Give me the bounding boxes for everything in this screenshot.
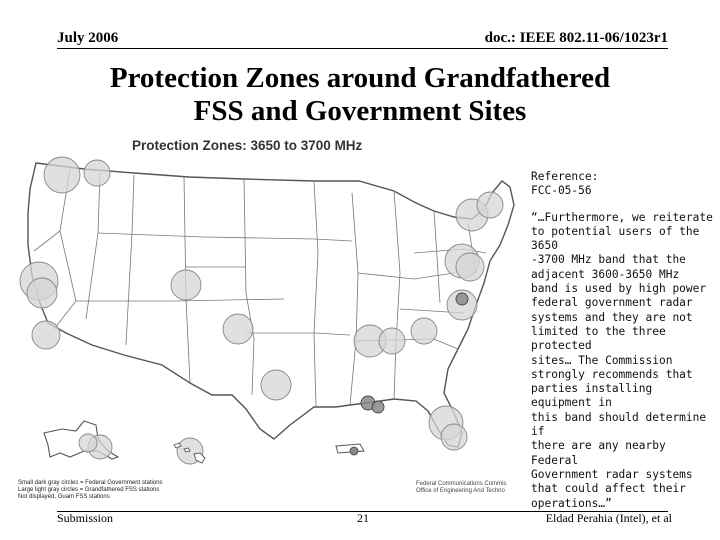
quote-line: operations…” (531, 496, 612, 510)
map-legend-guam: Not displayed, Guam FSS stations (18, 494, 110, 500)
quote-line: strongly recommends that (531, 367, 693, 381)
fss-circle (32, 321, 60, 349)
quote-line: that could affect their (531, 482, 686, 496)
map-credit-line-1: Federal Communications Commis (416, 481, 507, 487)
quote-line: there are any nearby Federal (531, 439, 666, 467)
fss-circle (27, 278, 57, 308)
fss-circle (477, 192, 503, 218)
fss-circle (379, 328, 405, 354)
map-credit-line-2: Office of Engineering And Techno (416, 488, 505, 494)
reference-label: Reference: (531, 170, 599, 183)
protection-zones-map (14, 133, 530, 501)
quote-line: Government radar systems (531, 467, 693, 481)
fss-circle (456, 253, 484, 281)
fss-circle (84, 160, 110, 186)
footer-page-number: 21 (357, 511, 369, 525)
quote-line: “…Furthermore, we reiterate (531, 210, 713, 224)
reference-doc: FCC-05-56 (531, 184, 592, 198)
quote-line: adjacent 3600-3650 MHz (531, 267, 680, 281)
header-date: July 2006 (57, 30, 119, 46)
slide-title-line-1: Protection Zones around Grandfathered (109, 62, 611, 94)
quote-line: band is used by high power (531, 282, 707, 296)
fss-circle (44, 157, 80, 193)
fss-circle (411, 318, 437, 344)
fss-circle (261, 370, 291, 400)
gov-circle (456, 293, 468, 305)
map-title: Protection Zones: 3650 to 3700 MHz (132, 138, 363, 153)
quote-line: -3700 MHz band that the (531, 253, 686, 267)
quote-line: to potential users of the 3650 (531, 224, 700, 253)
gov-circle (372, 401, 384, 413)
slide-title (20, 62, 700, 128)
header-rule (57, 48, 668, 49)
quote-line: systems and they are not (531, 310, 693, 324)
quote-line: sites… The Commission (531, 353, 673, 367)
quote-line: parties installing equipment in (531, 382, 653, 410)
slide-title-line-2: FSS and Government Sites (193, 95, 527, 127)
fss-circle (223, 314, 253, 344)
map-legend-gov: Small dark gray circles = Federal Government stations (18, 480, 163, 486)
fss-circle (441, 424, 467, 450)
map-legend-fss: Large light gray circles = Grandfathered FSS stations (18, 487, 160, 493)
quote-line: limited to the three protected (531, 324, 666, 353)
footer-submission: Submission (57, 511, 114, 525)
quote-line: this band should determine if (531, 410, 707, 439)
header-doc-id: doc.: IEEE 802.11-06/1023r1 (484, 30, 668, 46)
quote-line: federal government radar (531, 296, 693, 310)
footer-author: Eldad Perahia (Intel), et al (545, 511, 672, 525)
fss-circle (171, 270, 201, 300)
reference-text (531, 170, 717, 511)
